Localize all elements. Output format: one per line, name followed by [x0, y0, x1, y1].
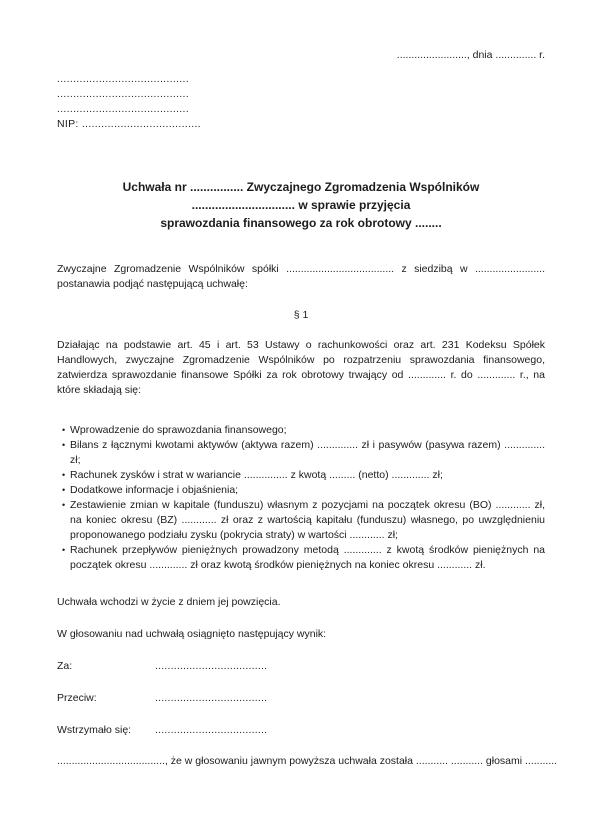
list-item-text: Bilans z łącznymi kwotami aktywów (aktywa razem) .............. zł i pasywów (pasywa razem) .............. zł;: [70, 439, 545, 466]
document-title: [57, 178, 545, 232]
bullet-marker: •: [62, 440, 66, 450]
list-item: [62, 543, 545, 573]
legal-paragraph: Działając na podstawie art. 45 i art. 53 Ustawy o rachunkowości oraz art. 231 Kodeksu Spółek Handlowych, zwyczajne Zgromadzenie Wspólników po rozpatrzeniu sprawozdania finansowego, zatwierdza sprawozdanie finansowe Spółki za rok obrotowy trwający od ............. r. do ............. r., na które składają się:: [57, 339, 545, 396]
closing-line: ....................................., że w głosowaniu jawnym powyższa uchwała została ........... ........... głosami ...........: [57, 755, 558, 767]
financial-statement-components-list: [57, 423, 545, 573]
vote-value-blank: ....................................: [155, 724, 268, 736]
list-item-text: Zestawienie zmian w kapitale (funduszu) własnym z pozycjami na początek okresu (BO) ............ zł, na koniec okresu (BZ) ............ zł oraz z wartością kapitału (funduszu) własnego, po uwzględnieniu proponowanego podziału zysku (pokrycia straty) w wartości ............ zł;: [70, 499, 545, 541]
title-line: ............................... w sprawie przyjęcia: [191, 198, 411, 212]
vote-row-abstained: [57, 723, 545, 738]
bullet-marker: •: [62, 545, 66, 555]
intro-paragraph: Zwyczajne Zgromadzenie Wspólników spółki ..................................... z siedzibą w ........................ postanawia podjąć następującą uchwałę:: [57, 263, 545, 290]
list-item-text: Dodatkowe informacje i objaśnienia;: [70, 484, 239, 496]
vote-row-for: [57, 659, 545, 674]
vote-label: Przeciw:: [57, 692, 97, 704]
list-item-text: Wprowadzenie do sprawozdania finansowego;: [70, 424, 287, 436]
vote-value-blank: ....................................: [155, 660, 268, 672]
list-item: [62, 468, 545, 483]
list-item-text: Rachunek przepływów pieniężnych prowadzony metodą ............. z kwotą środków pieniężnych na początek okresu ............. zł oraz kwotą środków pieniężnych na koniec okresu ............ zł.: [70, 544, 545, 571]
date-line: ........................, dnia .............. r.: [396, 49, 545, 61]
vote-label: Wstrzymało się:: [57, 724, 132, 736]
bullet-marker: •: [62, 470, 66, 480]
title-line: Uchwała nr ................ Zwyczajnego Zgromadzenia Wspólników: [122, 180, 480, 194]
list-item-text: Rachunek zysków i strat w wariancie ............... z kwotą ......... (netto) ............. zł;: [70, 469, 443, 481]
section-mark: § 1: [293, 309, 309, 321]
effective-date-line: Uchwała wchodzi w życie z dniem jej powzięcia.: [57, 596, 281, 608]
nip-line: NIP: .....................................: [57, 118, 201, 130]
vote-value-blank: ....................................: [155, 692, 268, 704]
bullet-marker: •: [62, 500, 66, 510]
list-item: [62, 498, 545, 543]
title-line: sprawozdania finansowego za rok obrotowy ........: [160, 216, 442, 230]
vote-row-against: [57, 691, 545, 706]
company-line: .........................................: [57, 103, 189, 115]
vote-label: Za:: [57, 660, 73, 672]
list-item: [62, 438, 545, 468]
company-line: .........................................: [57, 73, 189, 85]
list-item: [62, 423, 545, 438]
company-line: .........................................: [57, 88, 189, 100]
voting-intro: W głosowaniu nad uchwałą osiągnięto następujący wynik:: [57, 628, 327, 640]
company-header: [57, 72, 545, 132]
list-item: [62, 483, 545, 498]
bullet-marker: •: [62, 485, 66, 495]
bullet-marker: •: [62, 425, 66, 435]
